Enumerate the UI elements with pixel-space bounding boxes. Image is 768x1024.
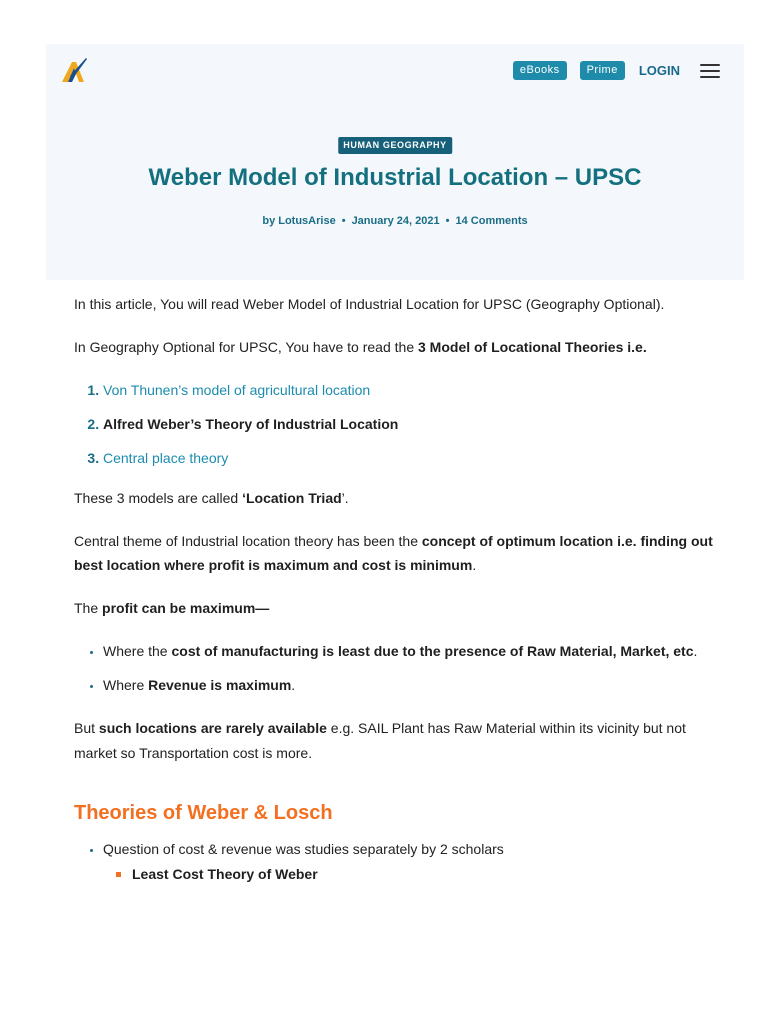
paragraph-bold: concept of optimum location i.e. finding out best location where profit is maximum and cost is minimum (74, 532, 713, 573)
sub-list (103, 862, 724, 887)
theories-list (74, 378, 724, 471)
paragraph-text: The (74, 600, 103, 616)
paragraph-text: Central theme of Industrial location theory has been the (74, 532, 422, 549)
intro-paragraph: In this article, You will read Weber Model of Industrial Location for UPSC (Geography Optional). (74, 296, 665, 312)
top-nav (513, 61, 720, 80)
list-item (103, 837, 724, 886)
paragraph-profit (74, 596, 724, 621)
paragraph-text: e.g. SAIL Plant has Raw Material within its vicinity but not market so Transportation cost is more. (74, 720, 686, 761)
list-item (103, 639, 724, 664)
paragraph-text: These 3 models are called (74, 489, 243, 506)
paragraph-locational-theories (74, 335, 724, 360)
login-link[interactable]: LOGIN (638, 63, 680, 78)
prime-button[interactable]: Prime (580, 61, 625, 80)
list-item-text: Where the (103, 643, 172, 659)
list-item (103, 378, 724, 403)
von-thunen-link[interactable]: Von Thunen’s model of agricultural location (103, 382, 371, 398)
section-list (74, 837, 724, 886)
comments-link[interactable]: 14 Comments (455, 215, 528, 227)
list-item (103, 412, 724, 437)
paragraph-text: . (472, 557, 477, 573)
post-header (46, 44, 744, 280)
list-item-bold: Revenue is maximum (148, 677, 292, 693)
page-title: Weber Model of Industrial Location – UPSC (148, 164, 642, 191)
weber-theory-label: Alfred Weber’s Theory of Industrial Location (103, 416, 399, 432)
hamburger-menu-icon[interactable] (700, 63, 720, 78)
central-place-link[interactable]: Central place theory (103, 450, 229, 466)
category-badge[interactable]: HUMAN GEOGRAPHY (338, 137, 452, 154)
list-item (132, 862, 724, 887)
paragraph-rare-locations (74, 716, 724, 765)
section-heading: Theories of Weber & Losch (74, 802, 333, 824)
ebooks-button[interactable]: eBooks (513, 61, 567, 80)
list-item (103, 673, 724, 698)
list-item-text: . (693, 643, 698, 659)
paragraph-bold: ‘Location Triad (242, 489, 342, 506)
paragraph-bold: profit can be maximum— (102, 600, 270, 616)
meta-separator-icon: • (341, 215, 346, 227)
paragraph-central-theme (74, 529, 724, 578)
list-item-text: Question of cost & revenue was studies separately by 2 scholars (103, 841, 504, 857)
list-item-text: Where (103, 677, 149, 693)
post-date[interactable]: January 24, 2021 (351, 215, 440, 227)
meta-separator-icon: • (445, 215, 450, 227)
list-item (103, 446, 724, 471)
list-item-bold: cost of manufacturing is least due to the presence of Raw Material, Market, etc (171, 643, 694, 659)
list-item-text: . (291, 677, 296, 693)
list-item-bold: Least Cost Theory of Weber (132, 865, 318, 882)
post-meta (46, 215, 744, 227)
paragraph-text: But (74, 720, 99, 736)
paragraph-location-triad (74, 486, 724, 511)
site-logo[interactable] (60, 56, 90, 88)
paragraph-bold: such locations are rarely available (98, 720, 327, 736)
paragraph-text: ’. (341, 489, 349, 506)
profit-conditions-list (74, 639, 724, 698)
paragraph-bold: 3 Model of Locational Theories i.e. (418, 339, 647, 355)
article-body (74, 292, 724, 896)
paragraph-text: In Geography Optional for UPSC, You have to read the (74, 339, 418, 355)
author-link[interactable]: by LotusArise (262, 215, 336, 227)
